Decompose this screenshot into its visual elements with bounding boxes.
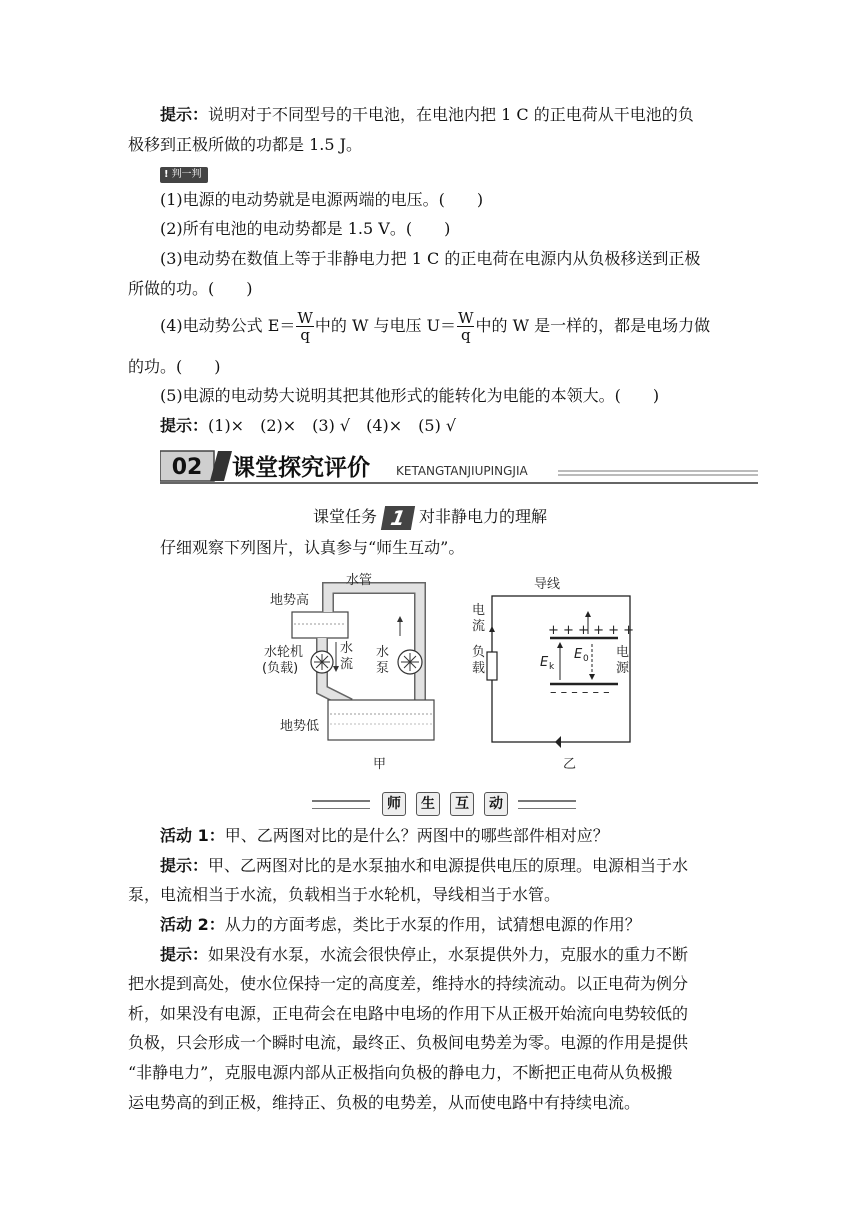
tip-label: 提示： xyxy=(160,105,209,124)
label-e0: E xyxy=(574,647,583,662)
upper-tank xyxy=(292,612,348,638)
task-title-text: 对非静电力的理解 xyxy=(419,507,548,526)
tip-2-line-1 xyxy=(160,944,738,966)
task-heading xyxy=(0,505,860,530)
judge-item-4 xyxy=(160,308,738,344)
activity-1-text: 甲、乙两图对比的是什么？两图中的哪些部件相对应？ xyxy=(224,826,609,845)
frac1-den: q xyxy=(300,326,310,344)
circuit-figure xyxy=(472,576,634,772)
task-pre: 课堂任务 xyxy=(312,507,377,526)
label-low: 地势低 xyxy=(280,719,320,734)
intro-line-1 xyxy=(160,104,738,126)
lower-tank xyxy=(328,700,434,740)
activity-2-label: 活动 2： xyxy=(160,915,225,934)
observe-instruction: 仔细观察下列图片，认真参与“师生互动”。 xyxy=(160,538,465,557)
judge-answers xyxy=(160,415,738,437)
label-load: (负载) xyxy=(262,661,299,676)
label-e0-sub: 0 xyxy=(583,654,589,664)
section-banner xyxy=(160,449,758,487)
judge-item-1: (1)电源的电动势就是电源两端的电压。( ) xyxy=(160,190,484,209)
label-high: 地势高 xyxy=(270,593,310,608)
tip-2-line-4: 负极，只会形成一个瞬时电流，最终正、负极间电势差为零。电源的作用是提供 xyxy=(128,1033,689,1052)
task-number: 1 xyxy=(381,506,415,530)
label-turbine: 水轮机 xyxy=(264,645,304,660)
label-pump-1: 水 xyxy=(376,645,390,660)
judge-badge-label: 判一判 xyxy=(171,169,202,180)
header-char-1: 师 xyxy=(382,792,406,816)
interaction-header xyxy=(310,790,580,818)
current-arrow-bottom xyxy=(555,736,561,748)
label-current-2: 流 xyxy=(472,619,486,634)
tip-2-text-1: 如果没有水泵，水流会很快停止，水泵提供外力，克服水的重力不断 xyxy=(208,945,689,964)
label-current-1: 电 xyxy=(472,603,486,618)
exclamation-icon: ! xyxy=(164,169,169,180)
flow-arrow-head xyxy=(333,666,339,672)
header-rule-right xyxy=(518,800,576,809)
judge-badge xyxy=(160,167,208,183)
tip-1-text-1: 甲、乙两图对比的是水泵抽水和电源提供电压的原理。电源相当于水 xyxy=(208,856,689,875)
judge-item-4-cont: 的功。( ) xyxy=(128,357,221,376)
frac1-num: W xyxy=(297,309,313,327)
fraction-w-over-q-2 xyxy=(457,310,474,343)
judge-item-3: (3)电动势在数值上等于非静电力把 1 C 的正电荷在电源内从负极移送到正极 xyxy=(160,249,701,268)
intro-line-2: 极移到正极所做的功都是 1.5 J。 xyxy=(128,135,363,154)
label-source-1: 电 xyxy=(616,645,630,660)
tip-2-line-3: 析，如果没有电源，正电荷会在电路中电场的作用下从正极开始流向电势较低的 xyxy=(128,1004,689,1023)
circuit-wire xyxy=(492,596,630,742)
answer-values: (1)× (2)× (3) √ (4)× (5) √ xyxy=(208,416,457,435)
judge-item-3-cont: 所做的功。( ) xyxy=(128,279,253,298)
label-wire: 导线 xyxy=(534,577,561,592)
fraction-w-over-q-1 xyxy=(296,310,313,343)
banner-title: 课堂探究评价 xyxy=(232,455,370,481)
item4-mid: 中的 W 与电压 U＝ xyxy=(314,316,457,335)
minus-charges: – – – – – – xyxy=(550,685,610,700)
tip-2-line-6: 运电势高的到正极，维持正、负极的电势差，从而使电路中有持续电流。 xyxy=(128,1093,641,1112)
judge-item-2: (2)所有电池的电动势都是 1.5 V。( ) xyxy=(160,219,451,238)
intro-text-1: 说明对于不同型号的干电池，在电池内把 1 C 的正电荷从干电池的负 xyxy=(208,105,694,124)
activity-2-text: 从力的方面考虑，类比于水泵的作用，试猜想电源的作用？ xyxy=(224,915,641,934)
activity-1-label: 活动 1： xyxy=(160,826,225,845)
tip-1-label: 提示： xyxy=(160,856,209,875)
item4-post: 中的 W 是一样的，都是电场力做 xyxy=(475,316,711,335)
label-rload-2: 载 xyxy=(472,661,486,676)
banner-number: 02 xyxy=(171,455,203,480)
banner-pinyin: KETANGTANJIUPINGJIA xyxy=(396,464,528,478)
judge-item-5: (5)电源的电动势大说明其把其他形式的能转化为电能的本领大。( ) xyxy=(160,386,660,405)
tip-2-label: 提示： xyxy=(160,945,209,964)
frac2-den: q xyxy=(460,326,471,344)
activity-1 xyxy=(160,825,738,847)
pump-arrow-head xyxy=(397,616,403,622)
item4-pre: (4)电动势公式 E＝ xyxy=(160,316,296,335)
label-flow-1: 水 xyxy=(340,641,354,656)
turbine-blades xyxy=(314,654,330,670)
header-char-3: 互 xyxy=(450,792,474,816)
analogy-diagram xyxy=(250,572,650,777)
header-char-4: 动 xyxy=(484,792,508,816)
header-char-2: 生 xyxy=(416,792,440,816)
tip-1-line-1 xyxy=(160,855,738,877)
e0-arrow-head xyxy=(589,674,595,680)
frac2-num: W xyxy=(458,309,474,327)
caption-yi: 乙 xyxy=(563,757,577,772)
header-rule-left xyxy=(312,800,370,809)
label-ek: E xyxy=(540,655,549,670)
label-pipe: 水管 xyxy=(346,573,373,588)
plus-charges: + + + + + + xyxy=(548,623,635,638)
label-source-2: 源 xyxy=(616,661,630,676)
current-arrow-top xyxy=(585,611,591,617)
label-ek-sub: k xyxy=(549,662,555,672)
label-pump-2: 泵 xyxy=(376,661,390,676)
load-resistor xyxy=(487,652,497,680)
label-rload-1: 负 xyxy=(472,645,486,660)
tip-1-line-2: 泵，电流相当于水流，负载相当于水轮机，导线相当于水管。 xyxy=(128,885,561,904)
current-arrow-left xyxy=(489,626,495,632)
water-system-figure xyxy=(262,572,434,772)
tip-2-line-5: “非静电力”，克服电源内部从正极指向负极的静电力，不断把正电荷从负极搬 xyxy=(128,1063,673,1082)
tip-2-line-2: 把水提到高处，使水位保持一定的高度差，维持水的持续流动。以正电荷为例分 xyxy=(128,974,689,993)
label-flow-2: 流 xyxy=(340,657,354,672)
ek-arrow-head xyxy=(557,642,563,648)
answer-label: 提示： xyxy=(160,416,209,435)
caption-jia: 甲 xyxy=(373,757,387,772)
activity-2 xyxy=(160,914,738,936)
